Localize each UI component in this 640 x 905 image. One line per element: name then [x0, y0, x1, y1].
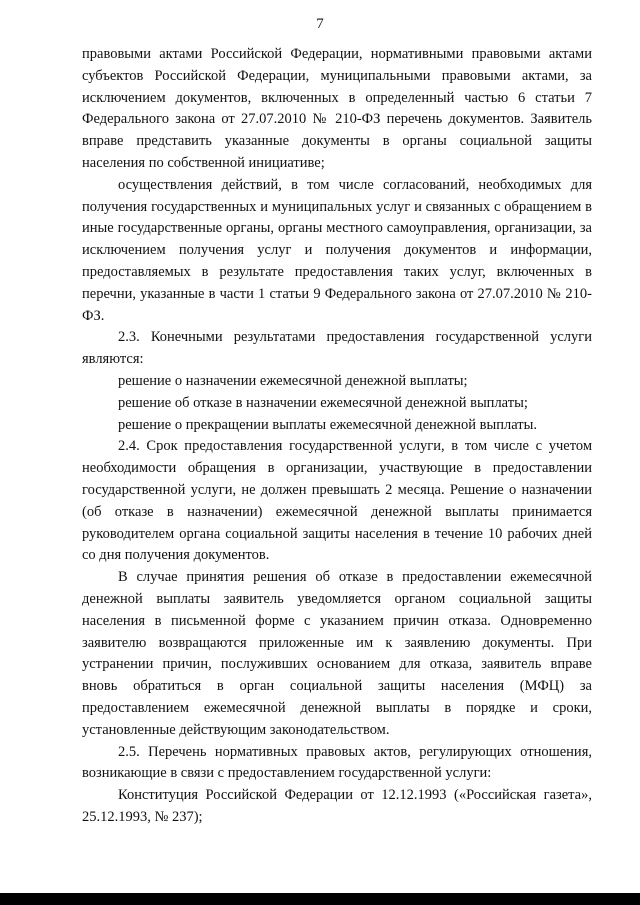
document-body — [82, 44, 592, 829]
list-item: решение о прекращении выплаты ежемесячной денежной выплаты. — [118, 416, 538, 433]
list-item: решение о назначении ежемесячной денежной выплаты; — [118, 372, 468, 389]
paragraph: осуществления действий, в том числе согласований, необходимых для получения государственных и муниципальных услуг и связанных с обращением в иные государственные органы, органы местного самоуправления, организации, за исключением получения услуг и получения документов и информации, предоставляемых в результате предоставления таких услуг, включенных в перечни, указанные в части 1 статьи 9 Федерального закона от 27.07.2010 № 210-ФЗ. — [82, 176, 592, 324]
paragraph: 2.4. Срок предоставления государственной услуги, в том числе с учетом необходимости обращения в организации, участвующие в предоставлении государственной услуги, не должен превышать 2 месяца. Решение о назначении (об отказе в назначении) ежемесячной денежной выплаты принимается руководителем органа социальной защиты населения в течение 10 рабочих дней со дня получения документов. — [82, 438, 592, 564]
page-number: 7 — [316, 16, 324, 32]
paragraph: Конституция Российской Федерации от 12.12.1993 («Российская газета», 25.12.1993, № 237); — [82, 787, 592, 825]
paragraph: правовыми актами Российской Федерации, нормативными правовыми актами субъектов Российской Федерации, муниципальными правовыми актами, за исключением документов, включенных в определенный частью 6 статьи 7 Федерального закона от 27.07.2010 № 210-ФЗ перечень документов. Заявитель вправе представить указанные документы в органы социальной защиты населения по собственной инициативе; — [82, 46, 592, 171]
paragraph: 2.5. Перечень нормативных правовых актов, регулирующих отношения, возникающие в связи с предоставлением государственной услуги: — [82, 743, 592, 782]
list-item: решение об отказе в назначении ежемесячной денежной выплаты; — [118, 394, 528, 411]
scan-bottom-edge — [0, 893, 640, 905]
paragraph: 2.3. Конечными результатами предоставления государственной услуги являются: — [82, 329, 592, 368]
paragraph: В случае принятия решения об отказе в предоставлении ежемесячной денежной выплаты заявитель уведомляется органом социальной защиты населения в письменной форме с указанием причин отказа. Одновременно заявителю возвращаются приложенные им к заявлению документы. При устранении причин, послуживших основанием для отказа, заявитель вправе вновь обратиться в орган социальной защиты населения (МФЦ) за предоставлением ежемесячной денежной выплаты в порядке и сроки, установленные действующим законодательством. — [82, 569, 592, 738]
